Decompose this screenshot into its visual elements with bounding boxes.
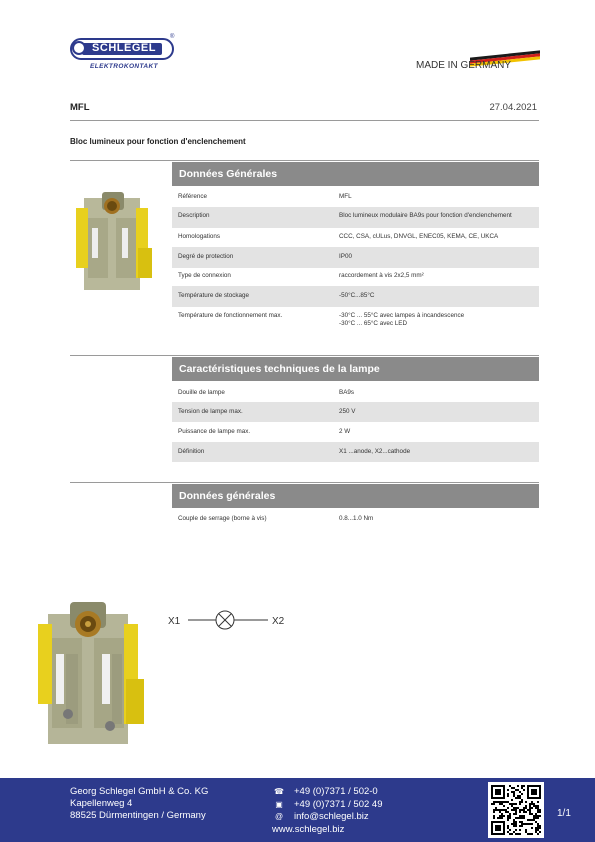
row-value: CCC, CSA, cULus, DNVGL, ENEC05, KEMA, CE, UKCA	[339, 233, 499, 240]
row-label: Référence	[178, 193, 208, 200]
row-label: Puissance de lampe max.	[178, 428, 251, 435]
qr-code-pattern	[491, 785, 541, 835]
row-value: 0.8...1.0 Nm	[339, 515, 374, 522]
header-divider	[70, 120, 539, 121]
row-label: Couple de serrage (borne à vis)	[178, 515, 267, 522]
footer	[0, 778, 595, 842]
row-value: raccordement à vis 2x2,5 mm²	[339, 272, 424, 279]
table-row	[172, 389, 539, 403]
row-label: Température de fonctionnement max.	[178, 312, 283, 319]
schlegel-logo	[70, 34, 178, 72]
row-value: MFL	[339, 193, 352, 200]
row-value-line: -30°C ... 65°C avec LED	[339, 320, 408, 327]
table-row	[172, 286, 539, 307]
document-title: Bloc lumineux pour fonction d'enclenchement	[70, 137, 246, 146]
table-row	[172, 442, 539, 462]
email-address[interactable]: info@schlegel.biz	[294, 811, 369, 822]
row-label: Définition	[178, 448, 205, 455]
terminal-x2-label: X2	[272, 616, 285, 627]
table-row	[172, 515, 539, 529]
city: 88525 Dürmentingen / Germany	[70, 810, 206, 821]
table-row	[172, 247, 539, 268]
row-label: Homologations	[178, 233, 221, 240]
phone-number: +49 (0)7371 / 502-0	[294, 786, 378, 797]
fax-icon: ▣	[275, 799, 283, 809]
row-label: Température de stockage	[178, 292, 250, 299]
row-label: Degré de protection	[178, 253, 234, 260]
fax-number: +49 (0)7371 / 502 49	[294, 798, 383, 810]
terminal-x1-label: X1	[168, 616, 181, 627]
logo-brand-text: SCHLEGEL	[92, 42, 156, 54]
document-date: 27.04.2021	[489, 102, 537, 113]
row-value: 2 W	[339, 428, 351, 435]
row-label: Douille de lampe	[178, 389, 225, 396]
footer-contact	[272, 786, 382, 836]
product-image-large	[28, 594, 148, 754]
table-row	[172, 233, 539, 247]
row-value: IP00	[339, 253, 352, 260]
row-label: Type de connexion	[178, 272, 231, 279]
row-value-line: -30°C ... 55°C avec lampes à incandescence	[339, 312, 465, 319]
footer-address	[70, 786, 208, 822]
row-value: 250 V	[339, 408, 356, 415]
product-image-small	[66, 188, 158, 298]
table-row	[172, 428, 539, 442]
row-value: BA9s	[339, 389, 355, 396]
table-row	[172, 272, 539, 286]
fax-line	[272, 799, 382, 812]
row-label: Description	[178, 212, 210, 219]
section-heading-lamp: Caractéristiques techniques de la lampe	[172, 357, 539, 381]
lamp-circuit-symbol	[168, 606, 298, 634]
row-value: -50°C...85°C	[339, 292, 375, 299]
registered-mark: ®	[170, 34, 175, 40]
table-row	[172, 207, 539, 228]
website-line	[272, 824, 382, 837]
row-label: Tension de lampe max.	[178, 408, 243, 415]
logo-ring-icon	[72, 41, 86, 55]
row-value-multiline	[339, 312, 464, 328]
qr-code	[488, 782, 544, 838]
table-row	[172, 402, 539, 422]
page-number: 1/1	[557, 808, 571, 819]
section-divider	[70, 482, 539, 483]
document-code: MFL	[70, 102, 90, 113]
section-divider	[70, 355, 539, 356]
email-line	[272, 811, 382, 824]
phone-icon: ☎	[274, 787, 284, 796]
phone-line	[272, 786, 382, 799]
website-link[interactable]: www.schlegel.biz	[272, 823, 345, 835]
email-icon: @	[274, 812, 284, 821]
section-divider	[70, 160, 539, 161]
logo-subtitle: ELEKTROKONTAKT	[90, 63, 158, 70]
section-heading-general: Données Générales	[172, 162, 539, 186]
table-row	[172, 193, 539, 207]
table-row	[172, 312, 539, 334]
street: Kapellenweg 4	[70, 798, 133, 809]
made-in-label: MADE IN GERMANY	[416, 60, 512, 71]
row-value: Bloc lumineux modulaire BA9s pour fonction d'enclenchement	[339, 212, 512, 219]
row-value: X1 ...anode, X2...cathode	[339, 448, 411, 455]
section-heading-general-2: Données générales	[172, 484, 539, 508]
company-name: Georg Schlegel GmbH & Co. KG	[70, 786, 209, 797]
